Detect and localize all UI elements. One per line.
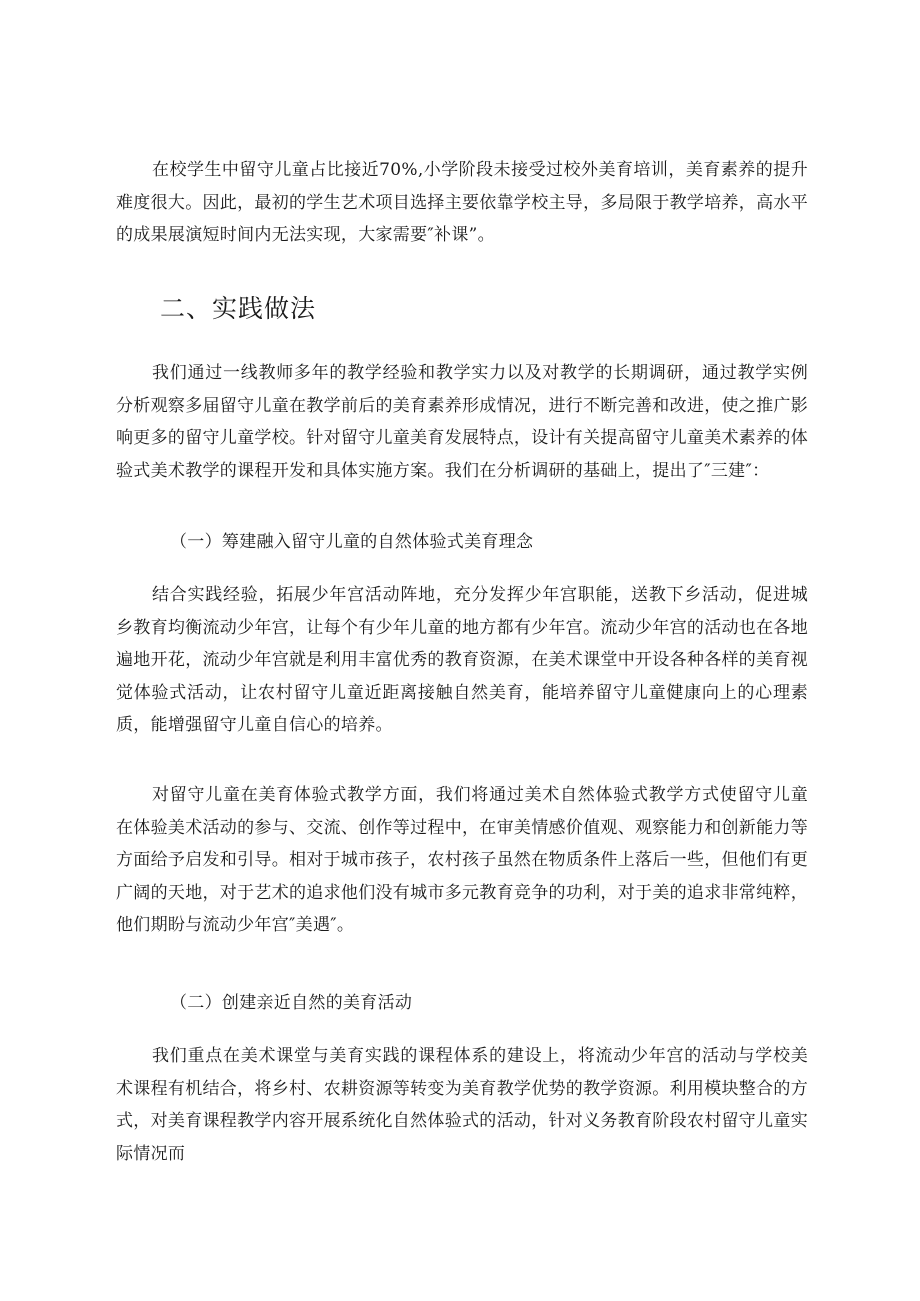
subheading-activities: （二）创建亲近自然的美育活动 — [170, 993, 413, 1013]
paragraph-curriculum: 我们重点在美术课堂与美育实践的课程体系的建设上，将流动少年宫的活动与学校美术课程有机结合，将乡村、农耕资源等转变为美育教学优势的教学资源。利用模块整合的方式，对美育课程教学内容开展系统化自然体验式的活动，针对义务教育阶段农村留守儿童实际情况而 — [116, 1046, 808, 1164]
paragraph-experiential-teaching: 对留守儿童在美育体验式教学方面，我们将通过美术自然体验式教学方式使留守儿童在体验美术活动的参与、交流、创作等过程中，在审美情感价值观、观察能力和创新能力等方面给予启发和引导。相对于城市孩子，农村孩子虽然在物质条件上落后一些，但他们有更广阔的天地，对于艺术的追求他们没有城市多元教育竞争的功利，对于美的追求非常纯粹，他们期盼与流动少年宫″美遇″。 — [116, 785, 808, 935]
paragraph-mobile-youth-palace: 结合实践经验，拓展少年宫活动阵地，充分发挥少年宫职能，送教下乡活动，促进城乡教育均衡流动少年宫，让每个有少年儿童的地方都有少年宫。流动少年宫的活动也在各地遍地开花，流动少年宫就是利用丰富优秀的教育资源，在美术课堂中开设各种各样的美育视觉体验式活动，让农村留守儿童近距离接触自然美育，能培养留守儿童健康向上的心理素质，能增强留守儿童自信心的培养。 — [116, 585, 808, 735]
subheading-concept: （一）筹建融入留守儿童的自然体验式美育理念 — [170, 532, 534, 552]
section-heading-practice: 二、实践做法 — [160, 294, 317, 323]
paragraph-intro: 在校学生中留守儿童占比接近70%,小学阶段未接受过校外美育培训，美育素养的提升难度很大。因此，最初的学生艺术项目选择主要依靠学校主导，多局限于教学培养，高水平的成果展演短时间内无法实现，大家需要″补课”。 — [116, 160, 808, 245]
paragraph-practice-overview: 我们通过一线教师多年的教学经验和教学实力以及对教学的长期调研，通过教学实例分析观察多届留守儿童在教学前后的美育素养形成情况，进行不断完善和改进，使之推广影响更多的留守儿童学校。针对留守儿童美育发展特点，设计有关提高留守儿童美术素养的体验式美术教学的课程开发和具体实施方案。我们在分析调研的基础上，提出了″三建″： — [116, 363, 808, 481]
